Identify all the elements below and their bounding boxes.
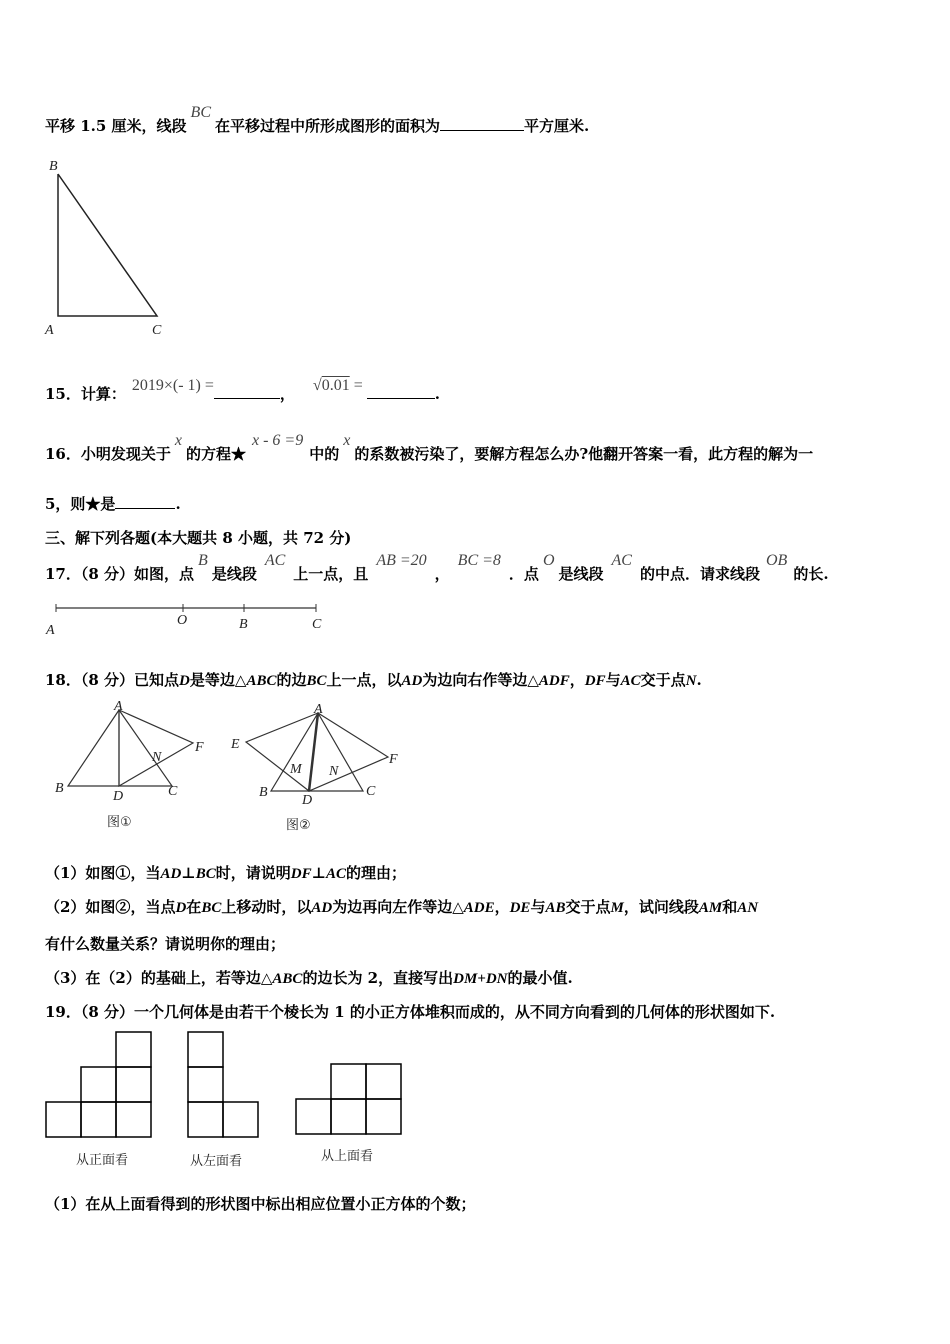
q18-abc: ABC [246, 673, 277, 689]
q18-part2-line1 [45, 896, 758, 917]
q17-ab-eq: AB =20 [376, 552, 427, 569]
q17-bc-eq: BC =8 [457, 552, 501, 569]
q16-t2: 的方程★ [185, 445, 246, 463]
q18-t3: 上一点，以 [326, 671, 402, 689]
fig14-label-c: C [152, 323, 162, 338]
q18-2-t5: 与 [530, 898, 546, 916]
fig19-caption-top: 从上面看 [321, 1149, 374, 1164]
q15-expr1: 2019×(- 1) = [131, 377, 214, 394]
q18-1-df: DF [290, 866, 312, 882]
fig18b-label-d: D [302, 793, 313, 808]
q18-1-perp2: ⊥ [311, 864, 326, 882]
q18-1-t1: 时，请说明 [215, 864, 291, 882]
fig18a-label-b: B [55, 781, 64, 796]
section-3-heading: 三、解下列各题(本大题共 8 小题，共 72 分) [45, 529, 352, 547]
fig17-label-c: C [312, 617, 322, 632]
q19-line: 19．（8 分）一个几何体是由若干个棱长为 1 的小正方体堆积而成的，从不同方向看到的几何体的形状图如下. [45, 1003, 776, 1021]
q16-line2a: 5，则★是 [45, 495, 116, 513]
fig17-label-b: B [239, 617, 248, 632]
q18-t7: 交于点 [640, 671, 686, 689]
q17-t1: 是线段 [211, 565, 257, 583]
q18-1-perp1: ⊥ [181, 864, 196, 882]
q16-line2 [45, 493, 181, 514]
q18-2-de: DE [509, 900, 531, 916]
q18-n: N [685, 673, 697, 689]
q17-o: O [542, 552, 555, 569]
q15-number: 15．计算： [45, 385, 126, 403]
q15-sqrt: √0.01 = [312, 377, 363, 394]
q14-prefix: 平移 1.5 厘米，线段 [45, 117, 187, 135]
q18-t6: 与 [605, 671, 621, 689]
q18-ad: AD [401, 673, 423, 689]
q18-1-ac: AC [325, 866, 346, 882]
fig18b-label-f: F [389, 752, 398, 767]
q18-2-m: M [610, 900, 624, 916]
q18-df: DF [584, 673, 606, 689]
q18-2-t8: 和 [722, 898, 738, 916]
fig18b-label-e: E [231, 737, 240, 752]
q17-ac: AC [264, 552, 286, 569]
fig18a-caption: 图① [107, 815, 132, 830]
q15-blank1[interactable] [214, 385, 280, 399]
q18-2-t3: 为边再向左作等边△ [332, 898, 464, 916]
q17-t3: ．点 [508, 565, 539, 583]
q18-t1: 是等边△ [189, 671, 247, 689]
q18-part1 [45, 862, 406, 883]
q18-3-t2: 的最小值. [507, 969, 573, 987]
fig18b-label-c: C [366, 784, 376, 799]
q18-line [45, 669, 702, 690]
q15-radicand: 0.01 [321, 377, 350, 394]
q16-x2: x [343, 432, 351, 449]
q14-bc: BC [190, 104, 211, 121]
q17-t4: 是线段 [558, 565, 604, 583]
fig17-label-o: O [177, 613, 188, 628]
fig18-figure-1 [50, 700, 220, 835]
fig18a-label-n: N [152, 750, 162, 765]
q18-ac: AC [620, 673, 641, 689]
q18-2-t7: ，试问线段 [623, 898, 699, 916]
q18-2-am: AM [698, 900, 723, 916]
q16-line1 [45, 432, 814, 464]
fig18a-label-f: F [195, 740, 204, 755]
q18-3-abc: ABC [272, 971, 303, 987]
fig18b-label-m: M [290, 762, 302, 777]
q18-d: D [179, 673, 190, 689]
fig18b-label-n: N [329, 764, 339, 779]
q14-mid: 在平移过程中所形成图形的面积为 [215, 117, 441, 135]
q18-t8: . [696, 671, 702, 689]
q17-t6: 的长. [793, 565, 829, 583]
q18-adf: ADF [538, 673, 570, 689]
q18-2-t4: ， [494, 898, 510, 916]
fig19-left-view [188, 1032, 258, 1137]
q15-sep: ， [279, 385, 295, 403]
q18-2-t6: 交于点 [565, 898, 611, 916]
q19-part1: （1）在从上面看得到的形状图中标出相应位置小正方体的个数； [45, 1195, 476, 1213]
fig18b-label-a: A [314, 702, 323, 717]
q18-2-ad: AD [311, 900, 333, 916]
fig19-top-view [296, 1064, 401, 1134]
q18-2-an: AN [737, 900, 759, 916]
q17-comma: ， [434, 565, 450, 583]
q17-ob: OB [765, 552, 788, 569]
q18-3-t1: 的边长为 2，直接写出 [302, 969, 454, 987]
q18-2-d: D [175, 900, 187, 916]
q18-2-t0: （2）如图②，当点 [45, 898, 176, 916]
q17-number: 17．（8 分）如图，点 [45, 565, 195, 583]
q15-blank2[interactable] [367, 385, 435, 399]
fig19-three-views [40, 1025, 420, 1175]
q16-t3: 中的 [309, 445, 340, 463]
fig14-triangle [40, 150, 180, 345]
q18-2-ade: ADE [463, 900, 495, 916]
q14-answer-blank[interactable] [440, 117, 524, 131]
q18-3-sum: DM+DN [453, 971, 508, 987]
fig14-label-b: B [49, 159, 58, 174]
q18-bc: BC [306, 673, 327, 689]
q18-part3 [45, 967, 573, 988]
q17-b: B [198, 552, 208, 569]
q17-t5: 的中点．请求线段 [639, 565, 760, 583]
q18-2-bc: BC [201, 900, 222, 916]
q18-1-ad: AD [160, 866, 182, 882]
fig14-label-a: A [45, 323, 54, 338]
fig19-front-view [46, 1032, 151, 1137]
fig18a-label-a: A [114, 699, 123, 714]
q17-t2: 上一点，且 [293, 565, 369, 583]
fig18-figure-2 [228, 700, 408, 835]
q18-2-t1: 在 [186, 898, 202, 916]
q18-2-ab: AB [545, 900, 566, 916]
q17-line [45, 552, 829, 584]
q16-answer-blank[interactable] [115, 495, 175, 509]
q14-line [45, 104, 590, 136]
q18-1-bc: BC [195, 866, 216, 882]
fig18a-label-d: D [113, 789, 124, 804]
q16-number: 16．小明发现关于 [45, 445, 171, 463]
fig18a-label-c: C [168, 784, 178, 799]
q16-equation: x - 6 =9 [252, 432, 304, 449]
q18-3-t0: （3）在（2）的基础上，若等边△ [45, 969, 273, 987]
q18-1-t0: （1）如图①，当 [45, 864, 161, 882]
q17-ac2: AC [611, 552, 632, 569]
q16-x1: x [174, 432, 182, 449]
fig17-label-a: A [46, 623, 55, 638]
q18-number: 18．（8 分）已知点 [45, 671, 180, 689]
q14-suffix: 平方厘米. [524, 117, 590, 135]
q18-t5: ， [569, 671, 585, 689]
q18-t4: 为边向右作等边△ [422, 671, 539, 689]
q15-eq: = [353, 377, 363, 394]
fig19-caption-front: 从正面看 [76, 1153, 129, 1168]
q18-part2-line2: 有什么数量关系？请说明你的理由； [45, 935, 286, 953]
fig19-caption-left: 从左面看 [190, 1154, 243, 1169]
q16-line2b: . [175, 495, 181, 513]
q15-end: . [434, 385, 440, 403]
q18-1-t2: 的理由； [346, 864, 407, 882]
q18-2-t2: 上移动时，以 [221, 898, 312, 916]
fig17-line-segment [44, 598, 344, 638]
q15-line [45, 377, 440, 404]
fig18b-caption: 图② [286, 818, 311, 833]
q16-t4: 的系数被污染了，要解方程怎么办?他翻开答案一看，此方程的解为一 [354, 445, 814, 463]
q18-t2: 的边 [276, 671, 307, 689]
fig18b-label-b: B [259, 785, 268, 800]
